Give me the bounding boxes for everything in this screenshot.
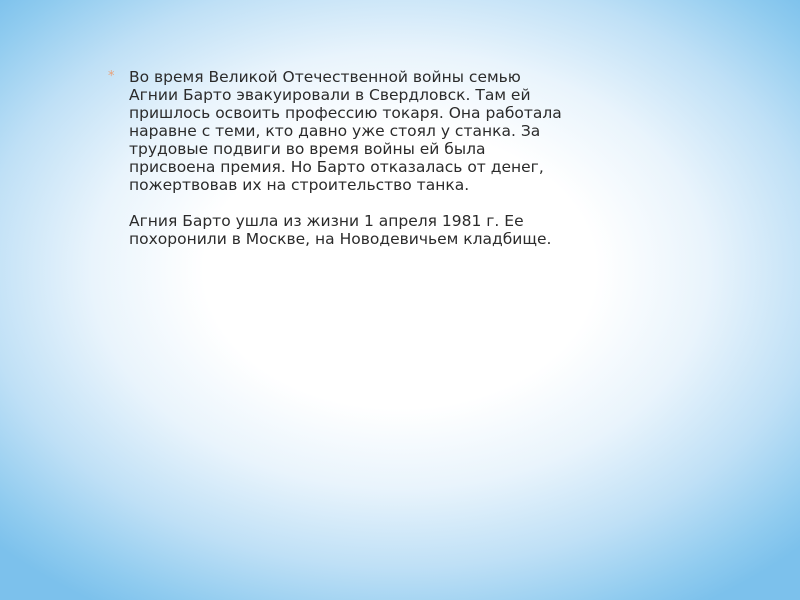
bullet-item [108, 68, 668, 248]
paragraph-death: Агния Барто ушла из жизни 1 апреля 1981 г. Ее похоронили в Москве, на Новодевичьем кладбище. [129, 212, 552, 248]
paragraph-evacuation: Во время Великой Отечественной войны семью Агнии Барто эвакуировали в Свердловск. Там ей пришлось освоить профессию токаря. Она работала наравне с теми, кто давно уже стоял у станка. За трудовые подвиги во время войны ей была присвоена премия. Но Барто отказалась от денег, пожертвовав их на строительство танка. [129, 68, 562, 194]
bullet-marker-icon: * [108, 69, 115, 84]
slide-body [108, 68, 668, 248]
